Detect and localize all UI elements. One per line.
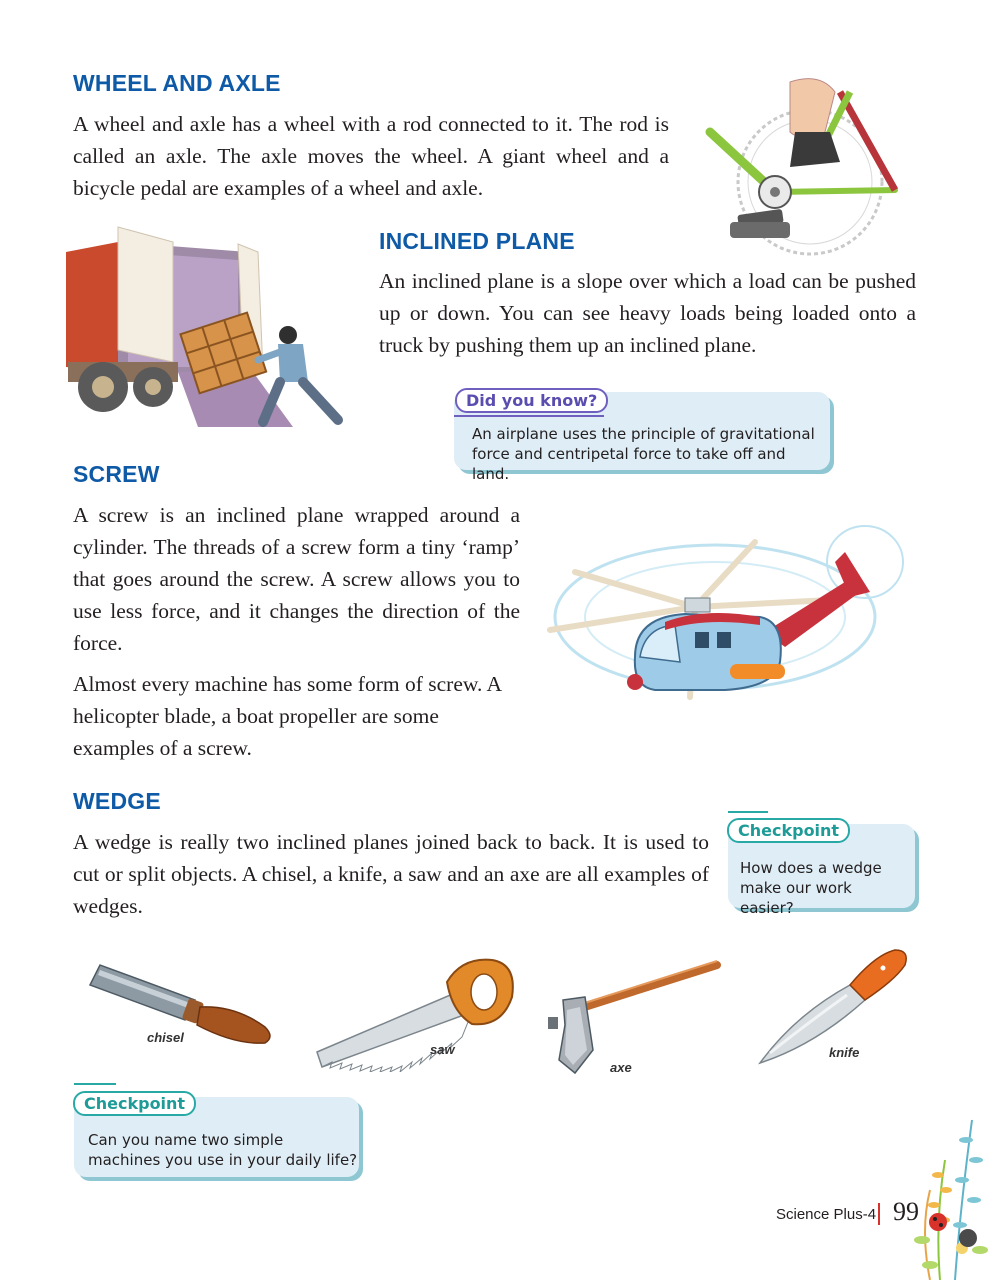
axe-label: axe: [610, 1060, 632, 1075]
did-you-know-tag: Did you know?: [455, 388, 608, 413]
inclined-plane-heading: INCLINED PLANE: [379, 228, 575, 254]
checkpoint-wedge-text: How does a wedge make our work easier?: [740, 859, 882, 917]
bicycle-pedal-illustration: [690, 72, 910, 262]
helicopter-illustration: [545, 522, 910, 722]
screw-text-1: A screw is an inclined plane wrapped around a cylinder. The threads of a screw form a tiny ‘ramp’ that goes around the screw. A screw allows you to use less force, and it changes the direction of the force.: [73, 503, 520, 655]
chisel-label: chisel: [147, 1030, 184, 1045]
knife-label: knife: [829, 1045, 860, 1060]
checkpoint-bottom-text: Can you name two simple machines you use in your daily life?: [88, 1131, 358, 1169]
checkpoint-wedge-tag: Checkpoint: [727, 818, 850, 843]
footer-book-title: Science Plus-4: [776, 1206, 877, 1223]
did-you-know-text: An airplane uses the principle of gravitational force and centripetal force to take off and land.: [472, 425, 815, 483]
wedge-text: A wedge is really two inclined planes joined back to back. It is used to cut or split objects. A chisel, a knife, a saw and an axe are all examples of wedges.: [73, 830, 709, 918]
screw-heading: SCREW: [73, 461, 160, 487]
saw-illustration: [312, 952, 527, 1072]
checkpoint-bottom-tag-underline: [74, 1083, 116, 1085]
inclined-plane-text: An inclined plane is a slope over which a load can be pushed up or down. You can see heavy loads being loaded onto a truck by pushing them up an inclined plane.: [379, 269, 916, 357]
wheel-axle-heading: WHEEL AND AXLE: [73, 70, 281, 96]
screw-text-2: Almost every machine has some form of screw. A helicopter blade, a boat propeller are some examples of a screw.: [73, 672, 501, 760]
page-number: 99: [893, 1197, 919, 1226]
axe-illustration: [545, 955, 725, 1075]
saw-label: saw: [430, 1042, 455, 1057]
decorative-plants: [900, 1100, 989, 1280]
checkpoint-wedge-tag-underline: [728, 811, 768, 813]
did-you-know-tag-underline: [454, 415, 604, 417]
truck-ramp-illustration: [58, 222, 358, 427]
checkpoint-bottom-tag: Checkpoint: [73, 1091, 196, 1116]
wheel-axle-text: A wheel and axle has a wheel with a rod connected to it. The rod is called an axle. The axle moves the wheel. A giant wheel and a bicycle pedal are examples of a wheel and axle.: [73, 112, 669, 200]
wedge-heading: WEDGE: [73, 788, 161, 814]
footer-divider: [878, 1203, 880, 1225]
